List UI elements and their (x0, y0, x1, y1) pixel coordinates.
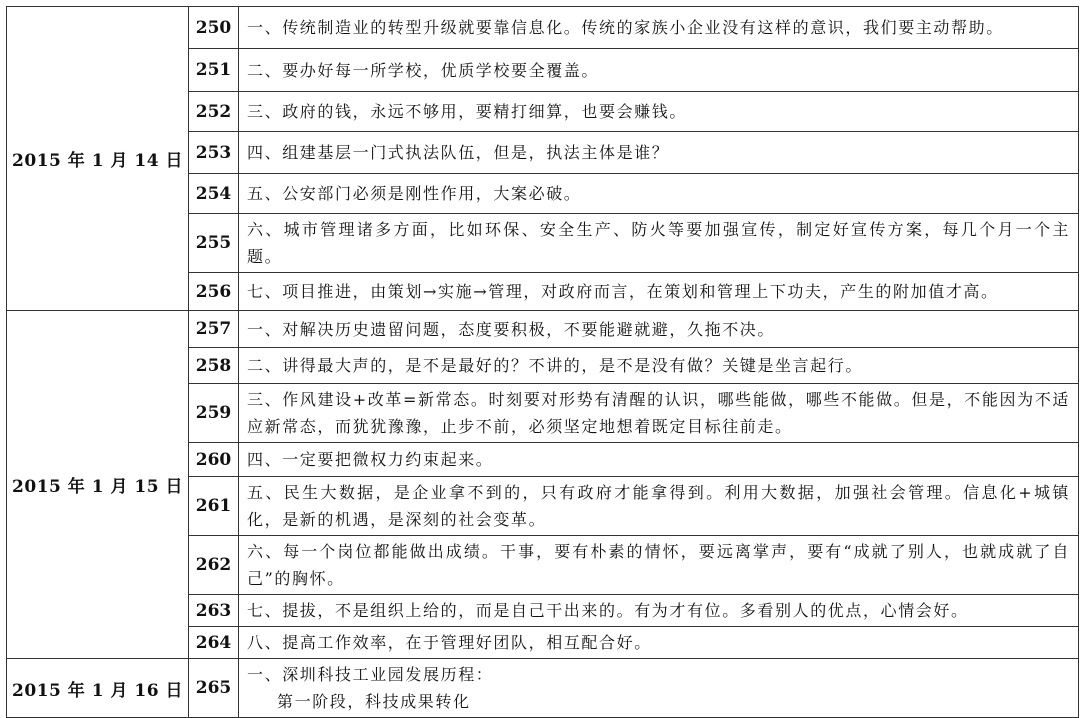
item-number: 259 (189, 384, 239, 443)
item-text: 二、要办好每一所学校，优质学校要全覆盖。 (239, 49, 1079, 92)
item-text: 八、提高工作效率，在于管理好团队，相互配合好。 (239, 627, 1079, 659)
item-text: 五、公安部门必须是刚性作用，大案必破。 (239, 174, 1079, 214)
date-cell: 2015 年 1 月 16 日 (7, 659, 189, 718)
item-number: 250 (189, 7, 239, 49)
date-cell: 2015 年 1 月 14 日 (7, 7, 189, 311)
item-text: 二、讲得最大声的，是不是最好的？不讲的，是不是没有做？关键是坐言起行。 (239, 348, 1079, 384)
item-text: 七、项目推进，由策划→实施→管理，对政府而言，在策划和管理上下功夫，产生的附加值才高。 (239, 273, 1079, 311)
item-number: 251 (189, 49, 239, 92)
item-text: 七、提拔，不是组织上给的，而是自己干出来的。有为才有位。多看别人的优点，心情会好。 (239, 595, 1079, 627)
item-text: 一、对解决历史遗留问题，态度要积极，不要能避就避，久拖不决。 (239, 311, 1079, 348)
item-number: 261 (189, 477, 239, 536)
item-text: 三、政府的钱，永远不够用，要精打细算，也要会赚钱。 (239, 92, 1079, 132)
item-number: 265 (189, 659, 239, 718)
item-number: 252 (189, 92, 239, 132)
item-number: 263 (189, 595, 239, 627)
item-text: 四、组建基层一门式执法队伍，但是，执法主体是谁？ (239, 132, 1079, 174)
item-number: 262 (189, 536, 239, 595)
item-text: 三、作风建设+改革=新常态。时刻要对形势有清醒的认识，哪些能做，哪些不能做。但是，不能因为不适应新常态，而犹犹豫豫，止步不前，必须坚定地想着既定目标往前走。 (239, 384, 1079, 443)
item-number: 258 (189, 348, 239, 384)
item-text: 六、城市管理诸多方面，比如环保、安全生产、防火等要加强宣传，制定好宣传方案，每几个月一个主题。 (239, 214, 1079, 273)
item-text (239, 659, 1079, 718)
record-table (6, 6, 1079, 718)
item-text: 六、每一个岗位都能做出成绩。干事，要有朴素的情怀，要远离掌声，要有“成就了别人，也就成就了自己”的胸怀。 (239, 536, 1079, 595)
item-text: 一、传统制造业的转型升级就要靠信息化。传统的家族小企业没有这样的意识，我们要主动帮助。 (239, 7, 1079, 49)
item-text-subline: 第一阶段，科技成果转化 (277, 692, 471, 711)
item-number: 264 (189, 627, 239, 659)
item-text-line: 一、深圳科技工业园发展历程： (247, 665, 494, 684)
table-row (7, 7, 1079, 49)
date-cell: 2015 年 1 月 15 日 (7, 311, 189, 659)
item-number: 254 (189, 174, 239, 214)
item-text: 五、民生大数据，是企业拿不到的，只有政府才能拿得到。利用大数据，加强社会管理。信息化+城镇化，是新的机遇，是深刻的社会变革。 (239, 477, 1079, 536)
item-text: 四、一定要把微权力约束起来。 (239, 443, 1079, 477)
table-row (7, 659, 1079, 718)
item-number: 260 (189, 443, 239, 477)
item-number: 257 (189, 311, 239, 348)
item-number: 256 (189, 273, 239, 311)
item-number: 255 (189, 214, 239, 273)
item-number: 253 (189, 132, 239, 174)
table-row (7, 311, 1079, 348)
